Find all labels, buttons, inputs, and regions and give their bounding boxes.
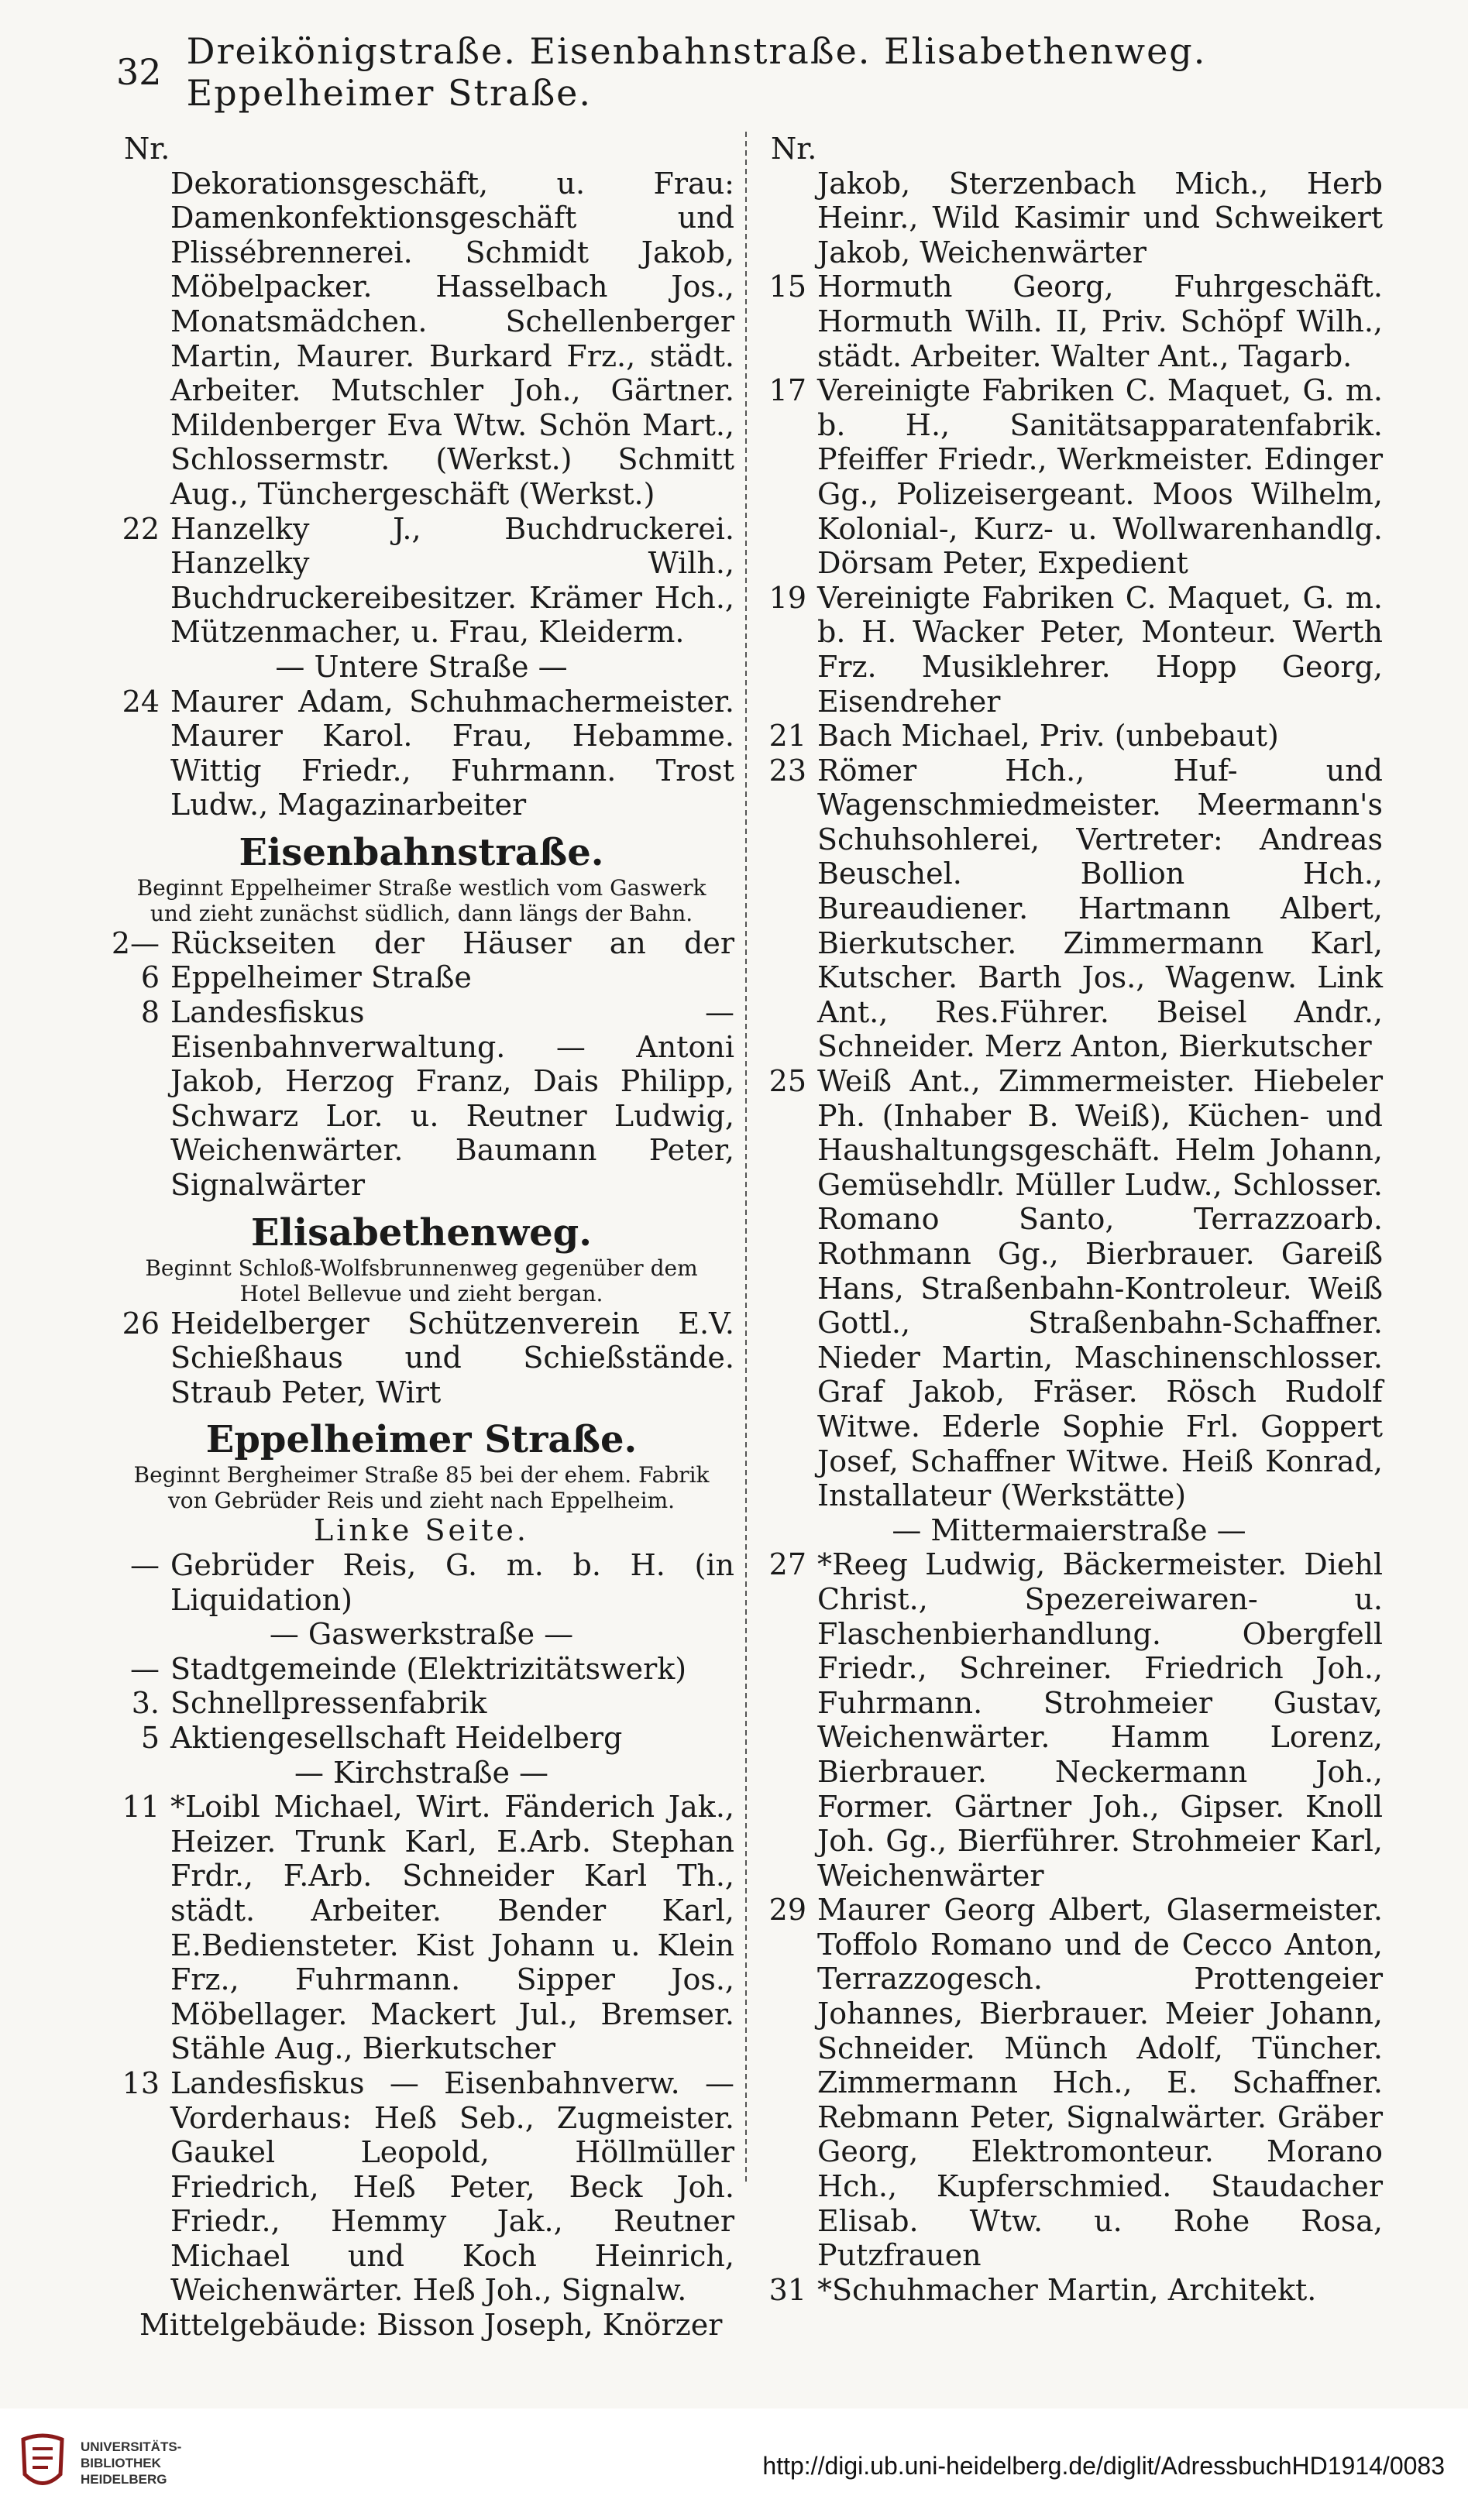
house-number: 29	[768, 1893, 806, 1928]
address-entry	[108, 512, 734, 650]
house-number: 25	[768, 1064, 806, 1099]
house-number: 21	[768, 719, 806, 754]
street-separator: — Gaswerkstraße —	[269, 1617, 574, 1652]
house-number: 24	[122, 684, 160, 719]
entry-text: Vereinigte Fabriken C. Maquet, G. m. b. H. Wacker Peter, Monteur. Werth Frz. Musiklehrer. Hopp Georg, Eisendreher	[817, 580, 1383, 719]
house-number: 26	[122, 1306, 160, 1341]
entry-text: Bach Michael, Priv. (unbebaut)	[817, 719, 1279, 754]
house-number: 3. 5	[131, 1686, 160, 1755]
address-entry	[108, 1790, 734, 2066]
house-number: 27	[768, 1547, 806, 1582]
page-header	[116, 30, 1371, 114]
source-url-link[interactable]: http://digi.ub.uni-heidelberg.de/diglit/AdressbuchHD1914/0083	[762, 2452, 1445, 2480]
address-entry	[755, 1547, 1383, 1893]
address-entry	[755, 373, 1383, 581]
library-name-line: UNIVERSITÄTS-	[81, 2439, 182, 2454]
entry-text: *Loibl Michael, Wirt. Fänderich Jak., Heizer. Trunk Karl, E.Arb. Stephan Frdr., F.Arb. Schneider Karl Th., städt. Arbeiter. Bender Karl, E.Bediensteter. Kist Johann u. Klein Frz., Fuhrmann. Sipper Jos., Möbellager. Mackert Jul., Bremser. Stähle Aug., Bierkutscher	[170, 1790, 734, 2066]
entry-continuation: Dekorationsgeschäft, u. Frau: Damenkonfektionsgeschäft und Plissébrennerei. Schmidt Jakob, Möbelpacker. Hasselbach Jos., Monatsmädchen. Schellenberger Martin, Maurer. Burkard Frz., städt. Arbeiter. Mutschler Joh., Gärtner. Mildenberger Eva Wtw. Schön Mart., Schlossermstr. (Werkst.) Schmitt Aug., Tünchergeschäft (Werkst.)	[170, 166, 734, 511]
address-entry	[108, 2066, 734, 2308]
house-number: 8	[140, 995, 160, 1030]
address-entry	[755, 581, 1383, 719]
entry-text: Heidelberger Schützenverein E.V. Schießhaus und Schießstände. Straub Peter, Wirt	[170, 1306, 734, 1409]
library-name-line: BIBLIOTHEK	[81, 2455, 161, 2470]
entry-text: Vereinigte Fabriken C. Maquet, G. m. b. H., Sanitätsapparatenfabrik. Pfeiffer Friedr., Werkmeister. Edinger Gg., Polizeisergeant. Moos Wilhelm, Kolonial-, Kurz- u. Wollwarenhandlg. Dörsam Peter, Expedient	[817, 373, 1383, 581]
entry-continuation: Jakob, Sterzenbach Mich., Herb Heinr., Wild Kasimir und Schweikert Jakob, Weichenwärter	[817, 166, 1383, 270]
house-number: —	[130, 1651, 160, 1686]
house-number: 23	[768, 753, 806, 788]
entry-text: Hormuth Georg, Fuhrgeschäft. Hormuth Wilh. II, Priv. Schöpf Wilh., städt. Arbeiter. Walter Ant., Tagarb.	[817, 270, 1383, 373]
entry-text: Stadtgemeinde (Elektrizitätswerk)	[170, 1651, 687, 1686]
entry-continuation: Mittelgebäude: Bisson Joseph, Knörzer	[139, 2308, 723, 2343]
house-number: 13	[122, 2065, 160, 2100]
street-description: Beginnt Bergheimer Straße 85 bei der ehem. Fabrik von Gebrüder Reis und zieht nach Eppelheim.	[133, 1462, 710, 1514]
house-number: —	[130, 1548, 160, 1582]
library-name-line: HEIDELBERG	[81, 2471, 167, 2487]
house-number: 19	[768, 580, 806, 615]
entry-text: *Reeg Ludwig, Bäckermeister. Diehl Christ., Spezereiwaren- u. Flaschenbierhandlung. Obergfell Friedr., Schreiner. Friedrich Joh., Fuhrmann. Strohmeier Gustav, Weichenwärter. Hamm Lorenz, Bierbrauer. Neckermann Joh., Former. Gärtner Joh., Gipser. Knoll Joh. Gg., Bierführer. Strohmeier Karl, Weichenwärter	[817, 1547, 1383, 1893]
library-logo	[15, 2432, 181, 2494]
section-heading: Elisabethenweg.	[251, 1210, 592, 1255]
entry-text: Maurer Adam, Schuhmachermeister. Maurer Karol. Frau, Hebamme. Wittig Friedr., Fuhrmann. Trost Ludw., Magazinarbeiter	[170, 684, 734, 822]
address-entry	[755, 1064, 1383, 1513]
address-entry	[755, 754, 1383, 1064]
section-heading: Eisenbahnstraße.	[239, 830, 604, 874]
section-heading: Eppelheimer Straße.	[205, 1418, 638, 1462]
house-number: 11	[122, 1790, 160, 1825]
house-number: 2—6	[111, 925, 160, 995]
address-entry	[755, 1893, 1383, 2273]
left-column	[108, 132, 734, 2343]
address-entry	[108, 1306, 734, 1410]
address-entry	[755, 2273, 1383, 2308]
address-entry	[108, 685, 734, 822]
address-entry	[108, 995, 734, 1203]
address-entry	[108, 1652, 734, 1687]
address-entry	[108, 1548, 734, 1617]
house-number: 15	[768, 270, 806, 304]
address-entry	[108, 926, 734, 995]
nr-heading: Nr.	[771, 132, 817, 166]
entry-text: Schnellpressenfabrik Aktiengesellschaft Heidelberg	[170, 1686, 623, 1755]
side-subheading: Linke Seite.	[314, 1513, 529, 1548]
street-description: Beginnt Eppelheimer Straße westlich vom Gaswerk und zieht zunächst südlich, dann längs der Bahn.	[136, 874, 706, 926]
entry-text: Landesfiskus — Eisenbahnverwaltung. — Antoni Jakob, Herzog Franz, Dais Philipp, Schwarz Lor. u. Reutner Ludwig, Weichenwärter. Baumann Peter, Signalwärter	[170, 995, 734, 1203]
entry-text: *Schuhmacher Martin, Architekt.	[817, 2272, 1317, 2307]
street-separator: — Kirchstraße —	[294, 1755, 549, 1790]
nr-heading: Nr.	[124, 132, 170, 166]
street-description: Beginnt Schloß-Wolfsbrunnenweg gegenüber dem Hotel Bellevue und zieht bergan.	[145, 1255, 698, 1306]
address-entry	[108, 1686, 734, 1755]
entry-text: Römer Hch., Huf- und Wagenschmiedmeister. Meermann's Schuhsohlerei, Vertreter: Andreas Beuschel. Bollion Hch., Bureaudiener. Hartmann Albert, Bierkutscher. Zimmermann Karl, Kutscher. Barth Jos., Wagenw. Link Ant., Res.Führer. Beisel Andr., Schneider. Merz Anton, Bierkutscher	[817, 753, 1383, 1064]
street-separator: — Mittermaierstraße —	[892, 1512, 1246, 1547]
entry-text: Hanzelky J., Buchdruckerei. Hanzelky Wilh., Buchdruckereibesitzer. Krämer Hch., Mützenmacher, u. Frau, Kleiderm.	[170, 511, 734, 650]
entry-text: Maurer Georg Albert, Glasermeister. Toffolo Romano und de Cecco Anton, Terrazzogesch. Prottengeier Johannes, Bierbrauer. Meier Johann, Schneider. Münch Adolf, Tüncher. Zimmermann Hch., E. Schaffner. Rebmann Peter, Signalwärter. Gräber Georg, Elektromonteur. Morano Hch., Kupferschmied. Staudacher Elisab. Wtw. u. Rohe Rosa, Putzfrauen	[817, 1893, 1383, 2273]
entry-text: Gebrüder Reis, G. m. b. H. (in Liquidation)	[170, 1548, 734, 1617]
page-title: Dreikönigstraße. Eisenbahnstraße. Elisabethenweg. Eppelheimer Straße.	[186, 30, 1207, 114]
footer-bar	[0, 2408, 1468, 2520]
university-seal-icon	[15, 2432, 70, 2494]
street-separator: — Untere Straße —	[275, 649, 568, 684]
address-entry	[755, 719, 1383, 754]
house-number: 31	[768, 2272, 806, 2307]
address-entry	[755, 270, 1383, 373]
page-number: 32	[116, 51, 162, 93]
column-divider	[745, 132, 747, 2184]
entry-text: Rückseiten der Häuser an der Eppelheimer Straße	[170, 925, 734, 995]
house-number: 22	[122, 511, 160, 546]
entry-text: Weiß Ant., Zimmermeister. Hiebeler Ph. (Inhaber B. Weiß), Küchen- und Haushaltungsgeschäft. Helm Johann, Gemüsehdlr. Müller Ludw., Schlosser. Romano Santo, Terrazzoarb. Rothmann Gg., Bierbrauer. Gareiß Hans, Straßenbahn-Kontroleur. Weiß Gottl., Straßenbahn-Schaffner. Nieder Martin, Maschinenschlosser. Graf Jakob, Fräser. Rösch Rudolf Witwe. Ederle Sophie Frl. Goppert Josef, Schaffner Witwe. Heiß Konrad, Installateur (Werkstätte)	[817, 1064, 1383, 1513]
right-column	[755, 132, 1383, 2307]
entry-text: Landesfiskus — Eisenbahnverw. — Vorderhaus: Heß Seb., Zugmeister. Gaukel Leopold, Höllmüller Friedrich, Heß Peter, Beck Joh. Friedr., Hemmy Jak., Reutner Michael und Koch Heinrich, Weichenwärter. Heß Joh., Signalw.	[170, 2065, 734, 2308]
library-name	[81, 2439, 181, 2487]
house-number: 17	[768, 373, 806, 408]
